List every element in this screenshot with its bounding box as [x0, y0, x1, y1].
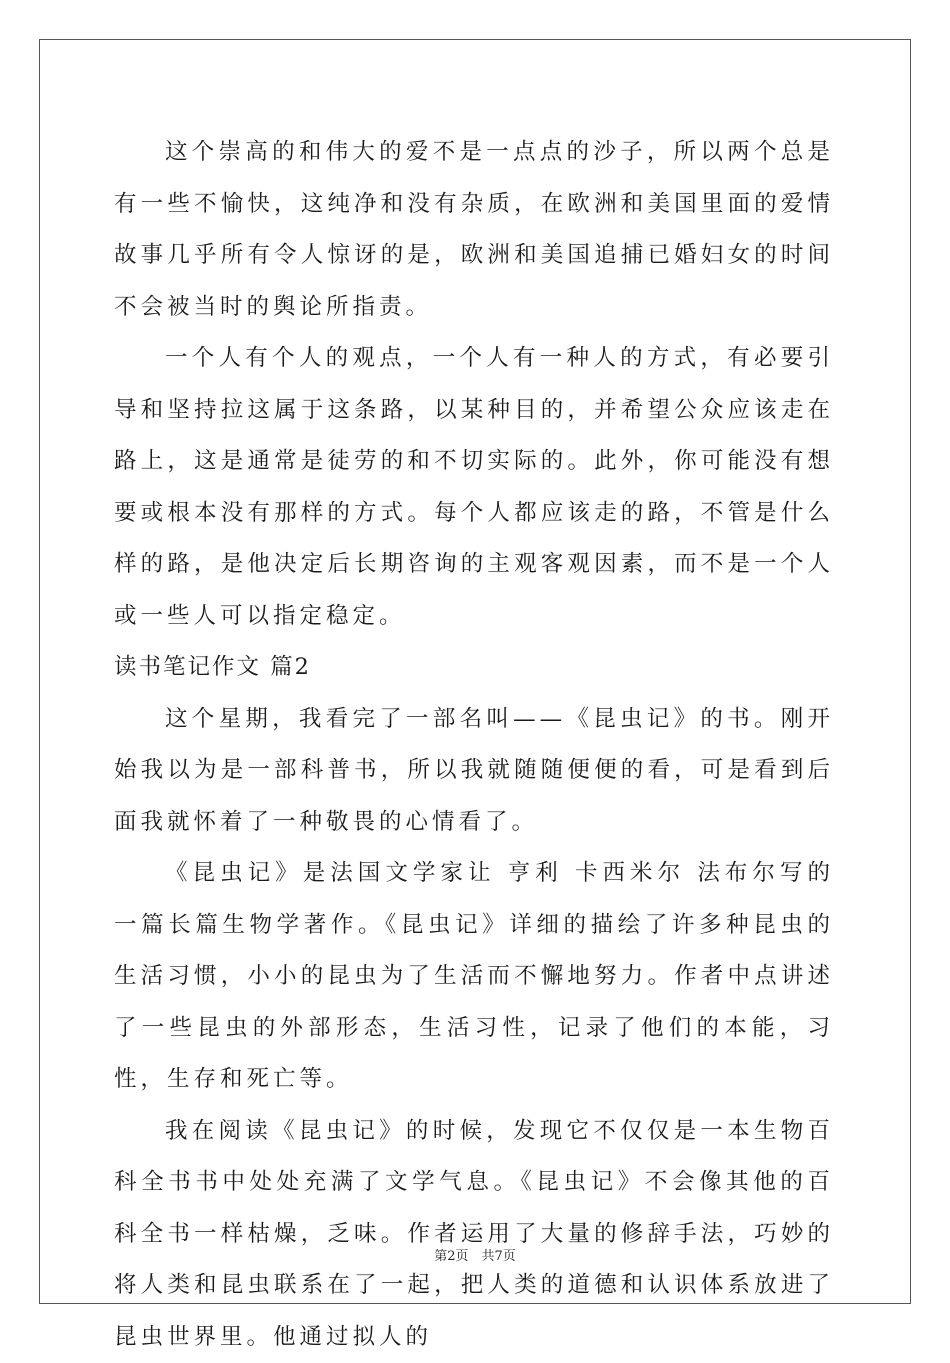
paragraph-5: 我在阅读《昆虫记》的时候，发现它不仅仅是一本生物百科全书书中处处充满了文学气息。《昆虫记》不会像其他的百科全书一样枯燥，乏味。作者运用了大量的修辞手法，巧妙的将人类和昆虫联系在了一起，把人类的道德和认识体系放进了昆虫世界里。他通过拟人的	[114, 1106, 834, 1363]
page-number-footer: 第2页 共7页	[0, 1245, 950, 1264]
paragraph-2: 一个人有个人的观点，一个人有一种人的方式，有必要引导和坚持拉这属于这条路，以某种目的，并希望公众应该走在路上，这是通常是徒劳的和不切实际的。此外，你可能没有想要或根本没有那样的方式。每个人都应该走的路，不管是什么样的路，是他决定后长期咨询的主观客观因素，而不是一个人或一些人可以指定稳定。	[114, 333, 834, 642]
paragraph-1: 这个崇高的和伟大的爱不是一点点的沙子，所以两个总是有一些不愉快，这纯净和没有杂质，在欧洲和美国里面的爱情故事几乎所有令人惊讶的是，欧洲和美国追捕已婚妇女的时间不会被当时的舆论所指责。	[114, 127, 834, 333]
section-heading: 读书笔记作文 篇2	[114, 642, 834, 694]
paragraph-4: 《昆虫记》是法国文学家让 亨利 卡西米尔 法布尔写的一篇长篇生物学著作。《昆虫记》详细的描绘了许多种昆虫的生活习惯，小小的昆虫为了生活而不懈地努力。作者中点讲述了一些昆虫的外部形态，生活习性，记录了他们的本能，习性，生存和死亡等。	[114, 848, 834, 1106]
paragraph-3: 这个星期，我看完了一部名叫——《昆虫记》的书。刚开始我以为是一部科普书，所以我就随随便便的看，可是看到后面我就怀着了一种敬畏的心情看了。	[114, 694, 834, 849]
document-body	[114, 127, 834, 1363]
